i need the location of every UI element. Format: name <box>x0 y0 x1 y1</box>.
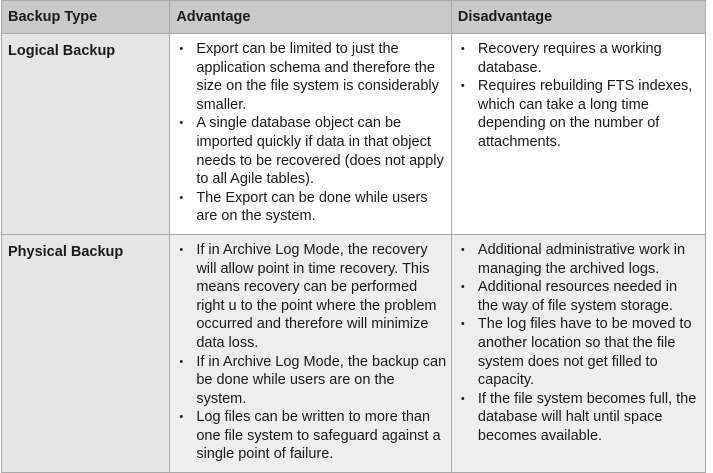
bullet-icon: • <box>179 117 184 130</box>
list-item: • The log files have to be moved to another location so that the file system does not get filled to capacity. <box>460 316 692 389</box>
bullet-icon: • <box>179 191 184 204</box>
bullet-icon: • <box>179 355 184 368</box>
bullet-icon: • <box>460 243 465 256</box>
table-row-logical-backup <box>2 34 706 235</box>
disadvantage-cell <box>451 234 705 472</box>
list-item: • Additional administrative work in managing the archived logs. <box>460 241 686 277</box>
bullet-icon: • <box>460 392 465 405</box>
backup-type-cell: Physical Backup <box>2 234 170 472</box>
backup-type-cell: Logical Backup <box>2 34 170 235</box>
list-item: • Requires rebuilding FTS indexes, which can take a long time depending on the number of attachments. <box>460 78 693 150</box>
advantage-cell <box>170 34 452 235</box>
advantage-list <box>178 241 447 464</box>
disadvantage-cell <box>451 34 705 235</box>
list-item: • A single database object can be imported quickly if data in that object needs to be recovered (does not apply to all Agile tables). <box>179 115 444 188</box>
header-advantage: Advantage <box>170 1 452 34</box>
list-item: • The Export can be done while users are on the system. <box>179 189 428 225</box>
header-backup-type: Backup Type <box>2 1 170 34</box>
list-item: • If the file system becomes full, the database will halt until space becomes available. <box>460 390 697 444</box>
bullet-icon: • <box>460 281 465 294</box>
list-item: • Additional resources needed in the way of file system storage. <box>460 279 678 314</box>
backup-comparison-table <box>1 0 706 473</box>
list-item: • Log files can be written to more than one file system to safeguard against a single point of failure. <box>179 409 441 463</box>
list-item: • If in Archive Log Mode, the recovery will allow point in time recovery. This means recovery can be performed right u to the point where the problem occurred and therefore will minimize data loss. <box>179 241 437 351</box>
bullet-icon: • <box>179 411 184 424</box>
bullet-icon: • <box>460 43 465 55</box>
disadvantage-list <box>460 40 701 152</box>
bullet-icon: • <box>179 243 184 256</box>
table-row-physical-backup <box>2 234 706 472</box>
list-item: • Export can be limited to just the application schema and therefore the size on the file system is considerably smaller. <box>179 41 439 113</box>
advantage-cell <box>170 234 452 472</box>
header-row <box>2 1 706 34</box>
disadvantage-list <box>460 241 701 446</box>
list-item: • If in Archive Log Mode, the backup can be done while users are on the system. <box>179 353 447 407</box>
bullet-icon: • <box>460 318 465 331</box>
bullet-icon: • <box>460 80 465 93</box>
advantage-list <box>178 40 447 226</box>
list-item: • Recovery requires a working database. <box>460 41 662 76</box>
bullet-icon: • <box>179 43 184 55</box>
header-disadvantage: Disadvantage <box>451 1 705 34</box>
